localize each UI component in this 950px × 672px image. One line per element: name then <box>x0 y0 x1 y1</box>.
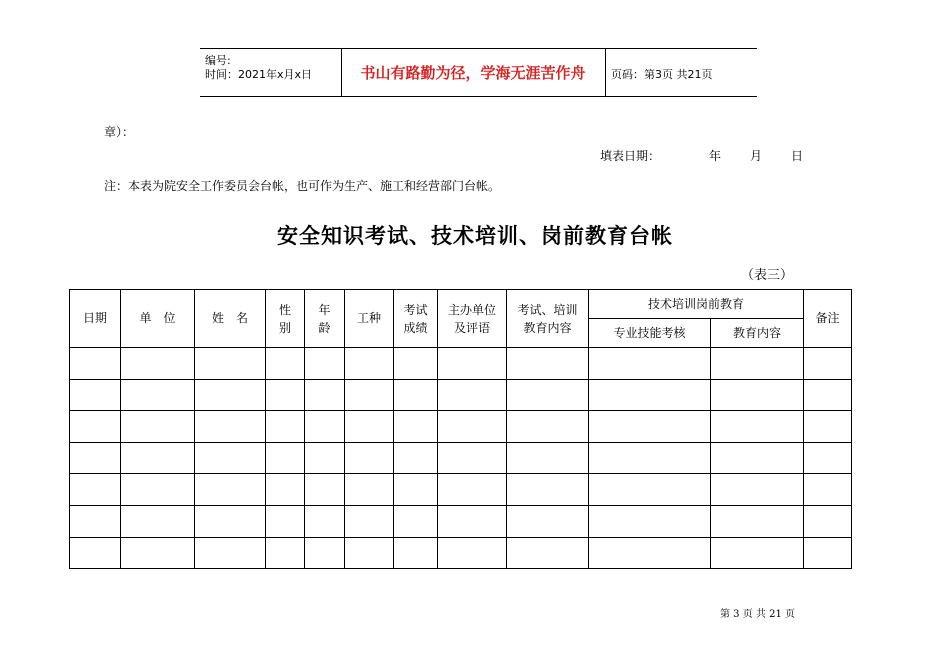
header-content-line1: 考试、培训 <box>517 302 578 317</box>
header-date: 日期 <box>70 290 121 348</box>
header-organizer-line2: 及评语 <box>453 320 490 335</box>
header-divider-right <box>605 48 606 96</box>
table-cell <box>70 474 121 506</box>
ledger-body <box>70 348 852 569</box>
table-cell <box>589 379 711 411</box>
header-remark: 备注 <box>804 290 852 348</box>
header-training-group: 技术培训岗前教育 <box>589 290 804 319</box>
table-cell <box>589 442 711 474</box>
table-cell <box>121 505 195 537</box>
header-age-line2: 龄 <box>318 320 331 335</box>
table-tag: （表三） <box>741 268 794 283</box>
header-score <box>394 290 438 348</box>
header-education-content: 教育内容 <box>711 319 804 348</box>
table-cell <box>305 348 345 380</box>
header-age <box>305 290 345 348</box>
table-cell <box>589 537 711 569</box>
table-cell <box>438 474 507 506</box>
table-cell <box>345 442 394 474</box>
table-cell <box>195 348 266 380</box>
table-row <box>70 537 852 569</box>
table-row <box>70 379 852 411</box>
footer-page-number: 第 3 页 共 21 页 <box>720 609 795 620</box>
header-organizer-line1: 主办单位 <box>447 302 496 317</box>
table-cell <box>70 505 121 537</box>
table-row <box>70 442 852 474</box>
table-cell <box>711 474 804 506</box>
table-cell <box>507 379 589 411</box>
table-cell <box>711 348 804 380</box>
table-row <box>70 474 852 506</box>
table-cell <box>507 442 589 474</box>
table-cell <box>305 505 345 537</box>
table-cell <box>711 411 804 443</box>
intro-note: 注：本表为院安全工作委员会台帐，也可作为生产、施工和经营部门台帐。 <box>104 179 501 193</box>
table-cell <box>394 505 438 537</box>
table-cell <box>711 537 804 569</box>
table-cell <box>507 474 589 506</box>
table-cell <box>394 537 438 569</box>
fill-date-day: 日 <box>791 149 804 163</box>
table-cell <box>589 505 711 537</box>
table-cell <box>394 474 438 506</box>
table-cell <box>195 474 266 506</box>
table-cell <box>507 348 589 380</box>
table-cell <box>804 474 852 506</box>
table-cell <box>70 411 121 443</box>
table-cell <box>121 411 195 443</box>
table-cell <box>394 348 438 380</box>
table-cell <box>195 505 266 537</box>
header-gender-line2: 别 <box>278 320 291 335</box>
header-content <box>507 290 589 348</box>
table-cell <box>345 537 394 569</box>
table-cell <box>305 474 345 506</box>
table-cell <box>507 411 589 443</box>
table-cell <box>438 348 507 380</box>
table-cell <box>711 442 804 474</box>
table-cell <box>121 442 195 474</box>
table-cell <box>394 379 438 411</box>
header-score-line1: 考试 <box>403 302 428 317</box>
table-cell <box>266 505 305 537</box>
header-unit: 单 位 <box>121 290 195 348</box>
table-cell <box>266 442 305 474</box>
table-cell <box>804 348 852 380</box>
table-cell <box>266 474 305 506</box>
table-cell <box>438 442 507 474</box>
table-cell <box>305 379 345 411</box>
table-row <box>70 505 852 537</box>
table-cell <box>70 442 121 474</box>
table-cell <box>438 411 507 443</box>
table-cell <box>804 411 852 443</box>
table-cell <box>438 537 507 569</box>
header-skill-assessment: 专业技能考核 <box>589 319 711 348</box>
header-trade: 工种 <box>345 290 394 348</box>
table-cell <box>70 537 121 569</box>
table-cell <box>804 537 852 569</box>
table-cell <box>589 411 711 443</box>
table-cell <box>589 474 711 506</box>
table-cell <box>195 411 266 443</box>
fill-date-month: 月 <box>750 149 763 163</box>
table-cell <box>804 379 852 411</box>
table-cell <box>804 442 852 474</box>
intro-fragment: 章）： <box>104 125 135 139</box>
table-cell <box>394 411 438 443</box>
table-cell <box>711 379 804 411</box>
header-bottom-rule <box>200 96 757 97</box>
fill-date-label: 填表日期： <box>600 149 661 163</box>
page-title: 安全知识考试、技术培训、岗前教育台帐 <box>277 224 673 248</box>
header-age-line1: 年 <box>318 302 331 317</box>
header-number-label: 编号: <box>205 54 231 67</box>
table-cell <box>305 442 345 474</box>
table-row <box>70 411 852 443</box>
table-cell <box>70 379 121 411</box>
table-cell <box>195 537 266 569</box>
header-organizer <box>438 290 507 348</box>
header-slogan: 书山有路勤为径，学海无涯苦作舟 <box>360 63 586 82</box>
table-cell <box>507 537 589 569</box>
header-gender-line1: 性 <box>278 302 291 317</box>
table-cell <box>305 411 345 443</box>
header-gender <box>266 290 305 348</box>
header-page-label: 页码：第3页 共21页 <box>611 68 713 81</box>
table-cell <box>121 348 195 380</box>
table-cell <box>438 505 507 537</box>
header-time-label: 时间：2021年x月x日 <box>205 68 313 81</box>
table-cell <box>266 379 305 411</box>
table-cell <box>70 348 121 380</box>
table-cell <box>345 379 394 411</box>
table-row <box>70 348 852 380</box>
table-cell <box>345 411 394 443</box>
table-cell <box>266 537 305 569</box>
table-cell <box>121 474 195 506</box>
table-cell <box>266 411 305 443</box>
header-name: 姓 名 <box>195 290 266 348</box>
table-cell <box>266 348 305 380</box>
table-cell <box>438 379 507 411</box>
table-cell <box>195 442 266 474</box>
table-cell <box>121 379 195 411</box>
table-cell <box>345 474 394 506</box>
header-content-line2: 教育内容 <box>523 320 572 335</box>
header-score-line2: 成绩 <box>403 320 428 335</box>
table-cell <box>394 442 438 474</box>
table-cell <box>711 505 804 537</box>
table-cell <box>507 505 589 537</box>
table-cell <box>195 379 266 411</box>
table-cell <box>305 537 345 569</box>
table-cell <box>345 348 394 380</box>
table-cell <box>121 537 195 569</box>
table-cell <box>804 505 852 537</box>
table-cell <box>589 348 711 380</box>
fill-date-year: 年 <box>709 149 722 163</box>
table-cell <box>345 505 394 537</box>
ledger-table <box>69 289 852 569</box>
